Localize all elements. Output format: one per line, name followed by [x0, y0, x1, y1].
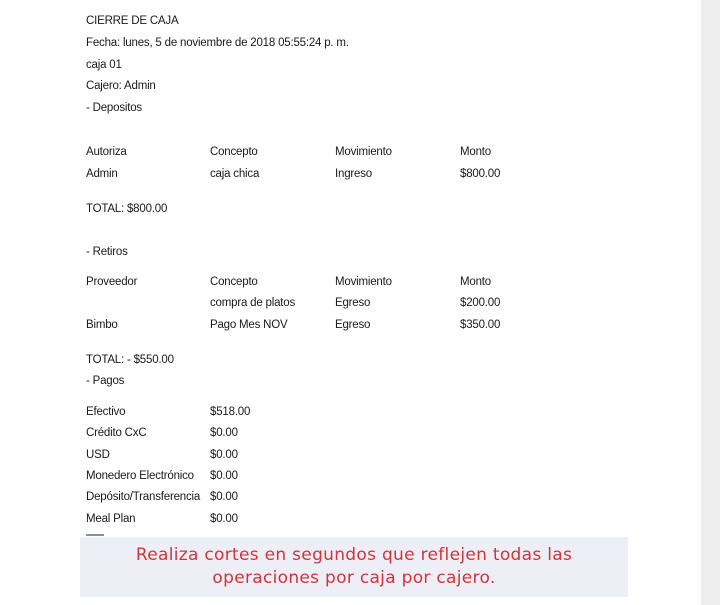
table-cell: Bimbo: [86, 319, 118, 331]
payment-method: Depósito/Transferencia: [86, 491, 201, 503]
payment-amount: $0.00: [210, 470, 238, 482]
report-date: Fecha: lunes, 5 de noviembre de 2018 05:55:24 p. m.: [86, 37, 349, 49]
column-header: Autoriza: [86, 146, 127, 158]
payment-amount: $0.00: [210, 427, 238, 439]
column-header: Movimiento: [335, 276, 392, 288]
table-cell: $350.00: [460, 319, 501, 331]
promo-caption-banner: [80, 537, 628, 597]
table-cell: compra de platos: [210, 297, 296, 309]
payment-amount: $0.00: [210, 449, 238, 461]
payment-amount: $518.00: [210, 406, 251, 418]
promo-caption-text: Realiza cortes en segundos que reflejen todas las operaciones por caja por cajero.: [135, 545, 573, 588]
payment-method: USD: [86, 449, 110, 461]
payment-amount: $0.00: [210, 513, 238, 525]
payment-method: Monedero Electrónico: [86, 470, 194, 482]
column-header: Concepto: [210, 146, 258, 158]
payment-method: Crédito CxC: [86, 427, 147, 439]
column-header: Monto: [460, 146, 491, 158]
withdrawals-total: TOTAL: - $550.00: [86, 354, 174, 366]
register-name: caja 01: [86, 59, 122, 71]
column-header: Concepto: [210, 276, 258, 288]
table-cell: Egreso: [335, 297, 371, 309]
page-margin-bar: [701, 0, 720, 605]
column-header: Proveedor: [86, 276, 138, 288]
table-cell: Admin: [86, 168, 118, 180]
column-header: Monto: [460, 276, 491, 288]
cashier-name: Cajero: Admin: [86, 80, 156, 92]
table-cell: Pago Mes NOV: [210, 319, 288, 331]
table-cell: $800.00: [460, 168, 501, 180]
table-cell: Ingreso: [335, 168, 372, 180]
column-header: Movimiento: [335, 146, 392, 158]
table-cell: $200.00: [460, 297, 501, 309]
table-cell: caja chica: [210, 168, 260, 180]
withdrawals-heading: - Retiros: [86, 246, 128, 258]
table-cell: Egreso: [335, 319, 371, 331]
deposits-total: TOTAL: $800.00: [86, 203, 168, 215]
payment-method: Meal Plan: [86, 513, 136, 525]
deposits-heading: - Depositos: [86, 102, 142, 114]
payment-amount: $0.00: [210, 491, 238, 503]
payments-heading: - Pagos: [86, 375, 125, 387]
report-title: CIERRE DE CAJA: [86, 15, 179, 27]
payment-method: Efectivo: [86, 406, 126, 418]
